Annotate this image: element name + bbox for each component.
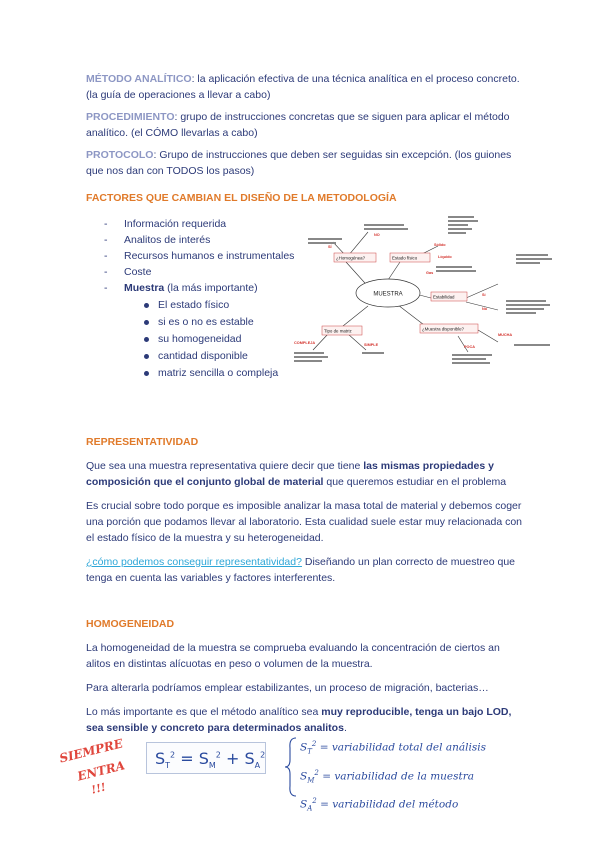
mindmap-center: MUESTRA	[373, 291, 403, 298]
definition-procedimiento: PROCEDIMIENTO: grupo de instrucciones concretas que se siguen para aplicar el método analítico. (el CÓMO llevarlas a cabo)	[86, 111, 510, 139]
representatividad-link[interactable]: ¿cómo podemos conseguir representatividad?	[86, 556, 302, 568]
entra-annotation: ENTRA	[76, 758, 127, 784]
legend-brace	[284, 736, 298, 798]
variance-formula	[146, 742, 266, 774]
representatividad-p3: ¿cómo podemos conseguir representatividad? Diseñando un plan correcto de muestreo que tenga en cuenta las variables y factores interferentes.	[86, 556, 516, 584]
legend-line: $S_M^2$ = variabilidad de la muestra	[300, 768, 475, 785]
factor-item: - Coste	[104, 266, 152, 278]
muestra-subitem: si es o no es estable	[144, 314, 304, 331]
legend-line: $S_A^2$ = variabilidad del método	[300, 797, 459, 813]
factor-item: - Información requerida	[104, 218, 227, 230]
muestra-subitem: matriz sencilla o compleja	[144, 365, 304, 382]
mindmap-node: ¿Muestra disponible?	[422, 326, 464, 332]
mindmap-red-label: NO	[374, 233, 380, 237]
siempre-annotation: SIEMPRE	[58, 736, 125, 766]
mindmap-red-label: SÍ	[328, 245, 332, 249]
factor-item: - Recursos humanos e instrumentales	[104, 250, 295, 262]
representatividad-p1: Que sea una muestra representativa quiere decir que tiene las mismas propiedades y composición que el conjunto global de material que queremos estudiar en el problema	[86, 460, 507, 488]
definition-protocolo: PROTOCOLO: Grupo de instrucciones que deben ser seguidas sin excepción. (los guiones que nos dan con TODOS los pasos)	[86, 149, 512, 177]
homogeneidad-block	[86, 640, 526, 736]
mindmap-red-label: POCA	[464, 345, 475, 349]
factor-item-muestra: - Muestra (la más importante)	[104, 282, 258, 294]
factor-item: - Analitos de interés	[104, 234, 211, 246]
muestra-subitem: su homogeneidad	[144, 331, 304, 348]
mindmap-node: Tipo de matriz	[324, 328, 352, 334]
muestra-subitem: El estado físico	[144, 297, 304, 314]
homogeneidad-p2: Para alterarla podríamos emplear estabilizantes, un proceso de migración, bacterias…	[86, 682, 489, 694]
definitions-block	[86, 71, 526, 179]
factors-list	[104, 216, 304, 382]
mindmap-node: ¿Homogénea?	[336, 255, 366, 261]
definition-metodo: MÉTODO ANALÍTICO: la aplicación efectiva de una técnica analítica en el proceso concreto. (la guía de operaciones a llevar a cabo)	[86, 73, 520, 101]
mindmap-red-label: SIMPLE	[364, 343, 379, 347]
mindmap-red-label: MUCHA	[498, 333, 513, 337]
muestra-mindmap	[288, 210, 558, 380]
muestra-subitem: cantidad disponible	[144, 348, 304, 365]
mindmap-svg	[288, 210, 558, 380]
mindmap-node: Estado físico	[392, 255, 418, 261]
representatividad-p2: Es crucial sobre todo porque es imposible analizar la masa total de material y debemos coger una porción que podamos llevar al laboratorio. Esta cualidad suele estar muy relacionada con el estado físico de la muestra y su heterogeneidad.	[86, 500, 523, 544]
factors-heading: FACTORES QUE CAMBIAN EL DISEÑO DE LA METODOLOGÍA	[86, 192, 397, 204]
mindmap-red-label: Sí	[482, 293, 486, 297]
mindmap-red-label: COMPLEJA	[294, 341, 316, 345]
formula-expression: $S_T^2 = S_M^2 + S_A^2$	[155, 749, 266, 771]
representatividad-heading: REPRESENTATIVIDAD	[86, 436, 199, 448]
homogeneidad-p3: Lo más importante es que el método analítico sea muy reproducible, tenga un bajo LOD, sea sensible y concreto para determinados analitos.	[86, 706, 512, 734]
exclamation-annotation: !!!	[90, 780, 108, 797]
homogeneidad-p1: La homogeneidad de la muestra se comprueba evaluando la concentración de ciertos an alitos en distintas alícuotas en peso o volumen de la muestra.	[86, 642, 500, 670]
muestra-sublist	[144, 297, 304, 382]
mindmap-red-label: Líquido	[438, 255, 452, 259]
representatividad-block	[86, 458, 526, 586]
legend-line: $S_T^2$ = variabilidad total del análisis	[300, 740, 486, 756]
mindmap-red-label: No	[482, 307, 488, 311]
mindmap-red-label: Sólido	[434, 243, 446, 247]
homogeneidad-heading: HOMOGENEIDAD	[86, 618, 175, 630]
mindmap-red-label: Gas	[426, 271, 434, 275]
mindmap-node: Estabilidad	[433, 294, 455, 300]
variance-legend	[300, 734, 486, 820]
